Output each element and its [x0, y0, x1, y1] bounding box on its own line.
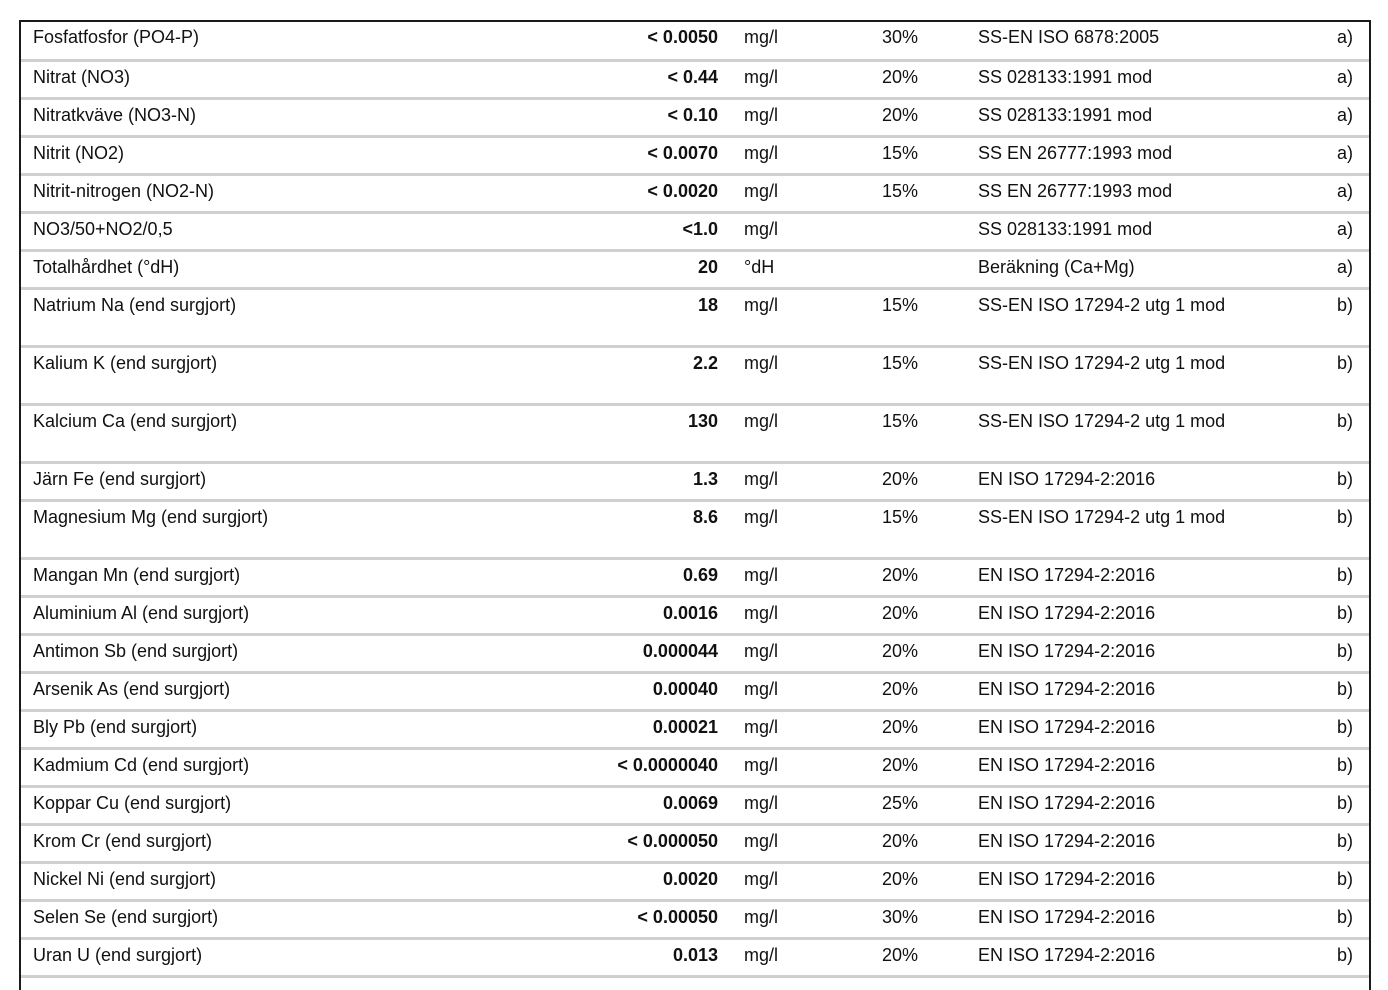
unit: mg/l — [744, 596, 882, 634]
footnote-ref: b) — [1278, 672, 1369, 710]
analyte-name: Krom Cr (end surgjort) — [21, 824, 541, 862]
method: SS 028133:1991 mod — [978, 98, 1278, 136]
footnote-ref: b) — [1278, 824, 1369, 862]
table-row — [21, 672, 1369, 710]
footnote-ref: b) — [1278, 500, 1369, 558]
unit: mg/l — [744, 212, 882, 250]
unit: mg/l — [744, 862, 882, 900]
footnote-ref: b) — [1278, 710, 1369, 748]
unit: mg/l — [744, 288, 882, 346]
method: SS-EN ISO 17294-2 utg 1 mod — [978, 288, 1278, 346]
uncertainty — [882, 250, 978, 288]
method: SS-EN ISO 17294-2 utg 1 mod — [978, 500, 1278, 558]
uncertainty: 25% — [882, 786, 978, 824]
result-value: < 0.00050 — [541, 900, 744, 938]
table-row — [21, 500, 1369, 558]
method: EN ISO 17294-2:2016 — [978, 634, 1278, 672]
uncertainty — [882, 212, 978, 250]
footnote-ref: b) — [1278, 346, 1369, 404]
unit: mg/l — [744, 786, 882, 824]
uncertainty: 20% — [882, 938, 978, 976]
unit: mg/l — [744, 98, 882, 136]
method: EN ISO 17294-2:2016 — [978, 710, 1278, 748]
method: SS-EN ISO 17294-2 utg 1 mod — [978, 404, 1278, 462]
analyte-name: Totalhårdhet (°dH) — [21, 250, 541, 288]
uncertainty: 20% — [882, 596, 978, 634]
method: EN ISO 17294-2:2016 — [978, 824, 1278, 862]
results-table-frame — [19, 20, 1371, 990]
table-row — [21, 136, 1369, 174]
method: EN ISO 17294-2:2016 — [978, 596, 1278, 634]
result-value: 8.6 — [541, 500, 744, 558]
table-row — [21, 558, 1369, 596]
analyte-name: NO3/50+NO2/0,5 — [21, 212, 541, 250]
table-row — [21, 212, 1369, 250]
analyte-name: Kalcium Ca (end surgjort) — [21, 404, 541, 462]
unit: mg/l — [744, 824, 882, 862]
result-value: 20 — [541, 250, 744, 288]
table-row — [21, 824, 1369, 862]
footnote-ref: b) — [1278, 862, 1369, 900]
result-value: < 0.0000040 — [541, 748, 744, 786]
method: EN ISO 17294-2:2016 — [978, 938, 1278, 976]
unit: mg/l — [744, 634, 882, 672]
method: EN ISO 17294-2:2016 — [978, 462, 1278, 500]
result-value: < 0.10 — [541, 98, 744, 136]
uncertainty: 20% — [882, 462, 978, 500]
uncertainty: 15% — [882, 404, 978, 462]
footnote-ref: b) — [1278, 900, 1369, 938]
uncertainty: 15% — [882, 174, 978, 212]
table-row — [21, 938, 1369, 976]
footnote-ref: b) — [1278, 462, 1369, 500]
method: SS-EN ISO 6878:2005 — [978, 22, 1278, 60]
footnote-ref: a) — [1278, 250, 1369, 288]
footnote-ref: b) — [1278, 634, 1369, 672]
result-value: 1.3 — [541, 462, 744, 500]
method: EN ISO 17294-2:2016 — [978, 672, 1278, 710]
result-value: 0.013 — [541, 938, 744, 976]
result-value: <1.0 — [541, 212, 744, 250]
footnote-ref: a) — [1278, 212, 1369, 250]
analyte-name: Kalium K (end surgjort) — [21, 346, 541, 404]
unit: mg/l — [744, 404, 882, 462]
analyte-name: Nitrat (NO3) — [21, 60, 541, 98]
analyte-name: Nitrit (NO2) — [21, 136, 541, 174]
analyte-name: Natrium Na (end surgjort) — [21, 288, 541, 346]
unit: mg/l — [744, 938, 882, 976]
method: EN ISO 17294-2:2016 — [978, 748, 1278, 786]
results-table-body — [21, 22, 1369, 976]
method: SS 028133:1991 mod — [978, 60, 1278, 98]
table-row — [21, 596, 1369, 634]
method: SS EN 26777:1993 mod — [978, 174, 1278, 212]
footnote-ref: a) — [1278, 22, 1369, 60]
method: SS 028133:1991 mod — [978, 212, 1278, 250]
analyte-name: Antimon Sb (end surgjort) — [21, 634, 541, 672]
table-row — [21, 22, 1369, 60]
table-row — [21, 462, 1369, 500]
footnote-ref: a) — [1278, 98, 1369, 136]
analyte-name: Kadmium Cd (end surgjort) — [21, 748, 541, 786]
unit: mg/l — [744, 748, 882, 786]
result-value: 0.69 — [541, 558, 744, 596]
result-value: < 0.44 — [541, 60, 744, 98]
result-value: < 0.0020 — [541, 174, 744, 212]
method: EN ISO 17294-2:2016 — [978, 558, 1278, 596]
analyte-name: Nickel Ni (end surgjort) — [21, 862, 541, 900]
result-value: 0.000044 — [541, 634, 744, 672]
unit: mg/l — [744, 710, 882, 748]
uncertainty: 20% — [882, 672, 978, 710]
method: EN ISO 17294-2:2016 — [978, 900, 1278, 938]
unit: mg/l — [744, 900, 882, 938]
table-row — [21, 60, 1369, 98]
analyte-name: Uran U (end surgjort) — [21, 938, 541, 976]
uncertainty: 20% — [882, 60, 978, 98]
table-row — [21, 786, 1369, 824]
unit: mg/l — [744, 60, 882, 98]
table-row — [21, 174, 1369, 212]
unit: mg/l — [744, 136, 882, 174]
footnote-ref: b) — [1278, 938, 1369, 976]
method: EN ISO 17294-2:2016 — [978, 786, 1278, 824]
uncertainty: 15% — [882, 500, 978, 558]
analyte-name: Arsenik As (end surgjort) — [21, 672, 541, 710]
method: EN ISO 17294-2:2016 — [978, 862, 1278, 900]
table-row — [21, 346, 1369, 404]
footnote-ref: a) — [1278, 60, 1369, 98]
footnote-ref: b) — [1278, 596, 1369, 634]
analyte-name: Fosfatfosfor (PO4-P) — [21, 22, 541, 60]
analyte-name: Aluminium Al (end surgjort) — [21, 596, 541, 634]
uncertainty: 15% — [882, 346, 978, 404]
uncertainty: 30% — [882, 22, 978, 60]
result-value: 0.0069 — [541, 786, 744, 824]
footnote-ref: a) — [1278, 174, 1369, 212]
result-value: 0.00040 — [541, 672, 744, 710]
unit: °dH — [744, 250, 882, 288]
analyte-name: Koppar Cu (end surgjort) — [21, 786, 541, 824]
table-row — [21, 748, 1369, 786]
result-value: 2.2 — [541, 346, 744, 404]
analyte-name: Magnesium Mg (end surgjort) — [21, 500, 541, 558]
result-value: 0.0020 — [541, 862, 744, 900]
result-value: 0.0016 — [541, 596, 744, 634]
unit: mg/l — [744, 500, 882, 558]
unit: mg/l — [744, 672, 882, 710]
table-row — [21, 710, 1369, 748]
table-row — [21, 900, 1369, 938]
table-row — [21, 404, 1369, 462]
uncertainty: 20% — [882, 558, 978, 596]
analyte-name: Bly Pb (end surgjort) — [21, 710, 541, 748]
uncertainty: 20% — [882, 824, 978, 862]
analyte-name: Selen Se (end surgjort) — [21, 900, 541, 938]
result-value: < 0.0070 — [541, 136, 744, 174]
uncertainty: 20% — [882, 748, 978, 786]
footnote-ref: b) — [1278, 288, 1369, 346]
result-value: 0.00021 — [541, 710, 744, 748]
footnote-ref: b) — [1278, 786, 1369, 824]
results-table — [21, 22, 1369, 978]
table-row — [21, 250, 1369, 288]
method: SS-EN ISO 17294-2 utg 1 mod — [978, 346, 1278, 404]
uncertainty: 20% — [882, 862, 978, 900]
unit: mg/l — [744, 558, 882, 596]
table-row — [21, 634, 1369, 672]
uncertainty: 20% — [882, 98, 978, 136]
analyte-name: Järn Fe (end surgjort) — [21, 462, 541, 500]
analyte-name: Nitrit-nitrogen (NO2-N) — [21, 174, 541, 212]
unit: mg/l — [744, 462, 882, 500]
uncertainty: 15% — [882, 288, 978, 346]
unit: mg/l — [744, 346, 882, 404]
uncertainty: 20% — [882, 634, 978, 672]
result-value: < 0.000050 — [541, 824, 744, 862]
analyte-name: Mangan Mn (end surgjort) — [21, 558, 541, 596]
analyte-name: Nitratkväve (NO3-N) — [21, 98, 541, 136]
unit: mg/l — [744, 174, 882, 212]
footnote-ref: a) — [1278, 136, 1369, 174]
uncertainty: 30% — [882, 900, 978, 938]
footnote-ref: b) — [1278, 404, 1369, 462]
table-row — [21, 98, 1369, 136]
method: SS EN 26777:1993 mod — [978, 136, 1278, 174]
result-value: 130 — [541, 404, 744, 462]
uncertainty: 20% — [882, 710, 978, 748]
unit: mg/l — [744, 22, 882, 60]
footnote-ref: b) — [1278, 558, 1369, 596]
result-value: 18 — [541, 288, 744, 346]
table-row — [21, 862, 1369, 900]
uncertainty: 15% — [882, 136, 978, 174]
result-value: < 0.0050 — [541, 22, 744, 60]
footnote-ref: b) — [1278, 748, 1369, 786]
table-row — [21, 288, 1369, 346]
method: Beräkning (Ca+Mg) — [978, 250, 1278, 288]
